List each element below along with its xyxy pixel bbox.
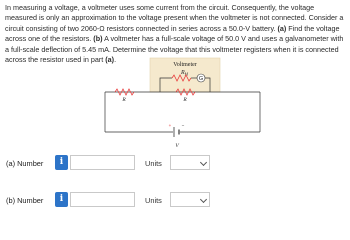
units-label-a: Units bbox=[145, 159, 162, 168]
number-input-a[interactable] bbox=[70, 155, 135, 170]
resistor-right-label: R bbox=[183, 97, 187, 103]
answer-row-b bbox=[0, 191, 350, 209]
info-button-b[interactable]: i bbox=[55, 192, 68, 207]
rm-label: $R_M$ bbox=[181, 70, 189, 77]
info-button-a[interactable]: i bbox=[55, 155, 68, 170]
units-select-b[interactable] bbox=[170, 192, 210, 207]
chevron-down-icon bbox=[200, 159, 207, 166]
battery-plus: + bbox=[168, 123, 172, 128]
part-a-tag: (a) bbox=[277, 23, 287, 33]
battery-label: V bbox=[175, 143, 179, 149]
number-input-b[interactable] bbox=[70, 192, 135, 207]
galvanometer-symbol: G bbox=[198, 76, 204, 83]
chevron-down-icon bbox=[200, 196, 207, 203]
resistor-left-label: R bbox=[122, 97, 126, 103]
problem-text: In measuring a voltage, a voltmeter uses some current from the circuit. Consequently, the voltage measured is only an approximation to the voltage present when the voltmeter is not connected. Consider a circuit consisting of two 2060-Ω resistors connected in series across a 50.0-V battery. (a) Find the voltage across one of the resistors. (b) A voltmeter has a full-scale voltage of 50.0 V and uses a galvanometer with a full-scale deflection of 5.45 mA. Determine the voltage that this voltmeter registers when it is connected across the resistor used in part (a). bbox=[5, 3, 344, 65]
units-select-a[interactable] bbox=[170, 155, 210, 170]
number-label-b: (b) Number bbox=[6, 196, 44, 205]
answer-row-a bbox=[0, 154, 350, 172]
part-b-tag: (b) bbox=[93, 34, 103, 44]
units-label-b: Units bbox=[145, 196, 162, 205]
number-label-a: (a) Number bbox=[6, 159, 44, 168]
battery-minus: − bbox=[181, 123, 185, 128]
voltmeter-label: Voltmeter bbox=[173, 62, 197, 68]
